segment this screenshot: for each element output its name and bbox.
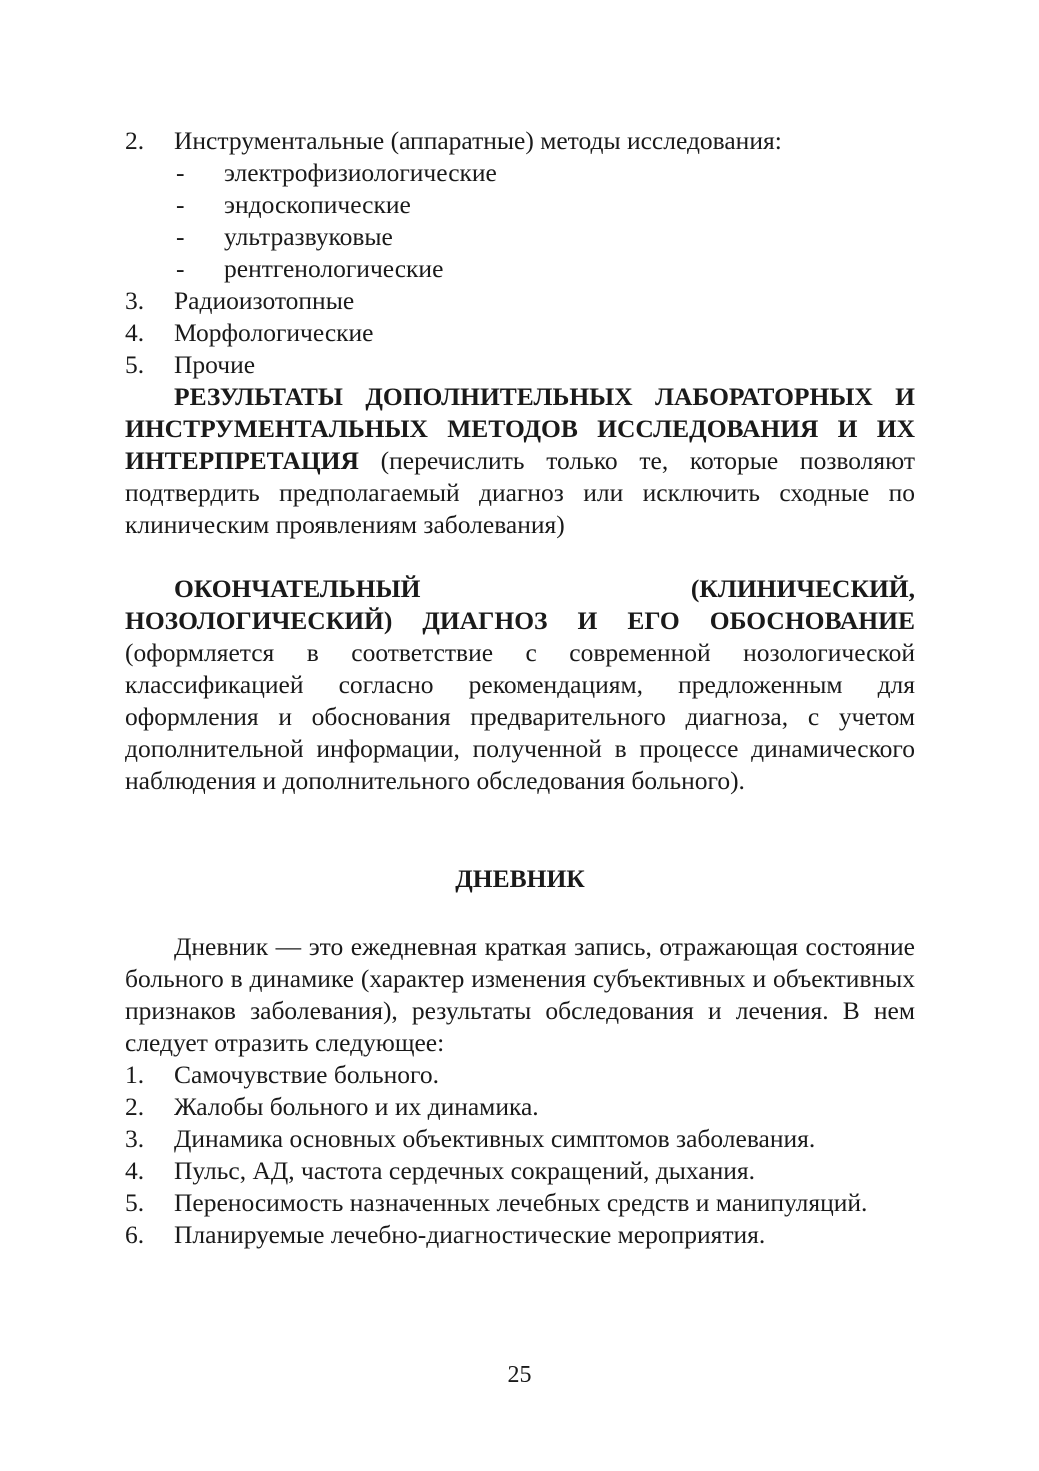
dash-marker: - [176, 222, 185, 251]
list-item [125, 1059, 915, 1091]
list-number: 2. [125, 126, 145, 155]
sub-list-text: эндоскопические [224, 190, 411, 219]
results-section-title: РЕЗУЛЬТАТЫ ДОПОЛНИТЕЛЬНЫХ ЛАБОРАТОРНЫХ И ИНСТРУМЕНТАЛЬНЫХ МЕТОДОВ ИССЛЕДОВАНИЯ И ИХ ИНТЕРПРЕТАЦИЯ [125, 382, 915, 475]
list-text: Прочие [174, 350, 256, 379]
list-text: Пульс, АД, частота сердечных сокращений, дыхания. [174, 1156, 756, 1185]
list-item [125, 1219, 915, 1251]
list-number: 1. [125, 1060, 145, 1089]
sub-list-item [125, 157, 915, 189]
list-item [125, 285, 915, 317]
dash-marker: - [176, 254, 185, 283]
spacer [125, 895, 915, 931]
sub-list-text: рентгенологические [224, 254, 444, 283]
document-page [125, 125, 915, 1251]
list-text: Морфологические [174, 318, 374, 347]
list-number: 4. [125, 318, 145, 347]
list-text: Динамика основных объективных симптомов заболевания. [174, 1124, 816, 1153]
sub-list-item [125, 221, 915, 253]
spacer [125, 797, 915, 863]
dash-marker: - [176, 158, 185, 187]
list-number: 3. [125, 1124, 145, 1153]
results-section-paragraph [125, 381, 915, 541]
sub-list-text: ультразвуковые [224, 222, 393, 251]
list-number: 5. [125, 350, 145, 379]
list-item [125, 1123, 915, 1155]
final-diagnosis-note: (оформляется в соответствие с современной нозологической классификацией согласно рекомендациям, предложенным для оформления и обоснования предварительного диагноза, с учетом дополнительной информации, полученной в процессе динамического наблюдения и дополнительного обследования больного). [125, 638, 915, 795]
sub-list-item [125, 253, 915, 285]
list-item [125, 1091, 915, 1123]
sub-list-text: электрофизиологические [224, 158, 497, 187]
dash-marker: - [176, 190, 185, 219]
results-section-note: (перечислить только те, которые позволяют подтвердить предполагаемый диагноз или исключить сходные по клиническим проявлениям заболевания) [125, 446, 915, 539]
list-item [125, 125, 915, 157]
list-text: Радиоизотопные [174, 286, 355, 315]
list-number: 2. [125, 1092, 145, 1121]
diary-intro: Дневник — это ежедневная краткая запись, отражающая состояние больного в динамике (характер изменения субъективных и объективных признаков заболевания), результаты обследования и лечения. В нем следует отразить следующее: [125, 932, 915, 1057]
list-item [125, 1187, 915, 1219]
list-item [125, 317, 915, 349]
final-diagnosis-title: ОКОНЧАТЕЛЬНЫЙ (КЛИНИЧЕСКИЙ, НОЗОЛОГИЧЕСКИЙ) ДИАГНОЗ И ЕГО ОБОСНОВАНИЕ [125, 574, 915, 635]
spacer [125, 541, 915, 573]
page-number: 25 [507, 1362, 532, 1388]
list-item [125, 349, 915, 381]
list-text: Самочувствие больного. [174, 1060, 439, 1089]
list-item [125, 1155, 915, 1187]
list-text: Инструментальные (аппаратные) методы исследования: [174, 126, 782, 155]
sub-list-item [125, 189, 915, 221]
list-text: Жалобы больного и их динамика. [174, 1092, 539, 1121]
list-number: 6. [125, 1220, 145, 1249]
diary-heading: ДНЕВНИК [455, 864, 585, 893]
list-number: 5. [125, 1188, 145, 1217]
final-diagnosis-paragraph [125, 573, 915, 797]
list-text: Переносимость назначенных лечебных средств и манипуляций. [174, 1188, 868, 1217]
list-number: 4. [125, 1156, 145, 1185]
list-number: 3. [125, 286, 145, 315]
list-text: Планируемые лечебно-диагностические мероприятия. [174, 1220, 766, 1249]
